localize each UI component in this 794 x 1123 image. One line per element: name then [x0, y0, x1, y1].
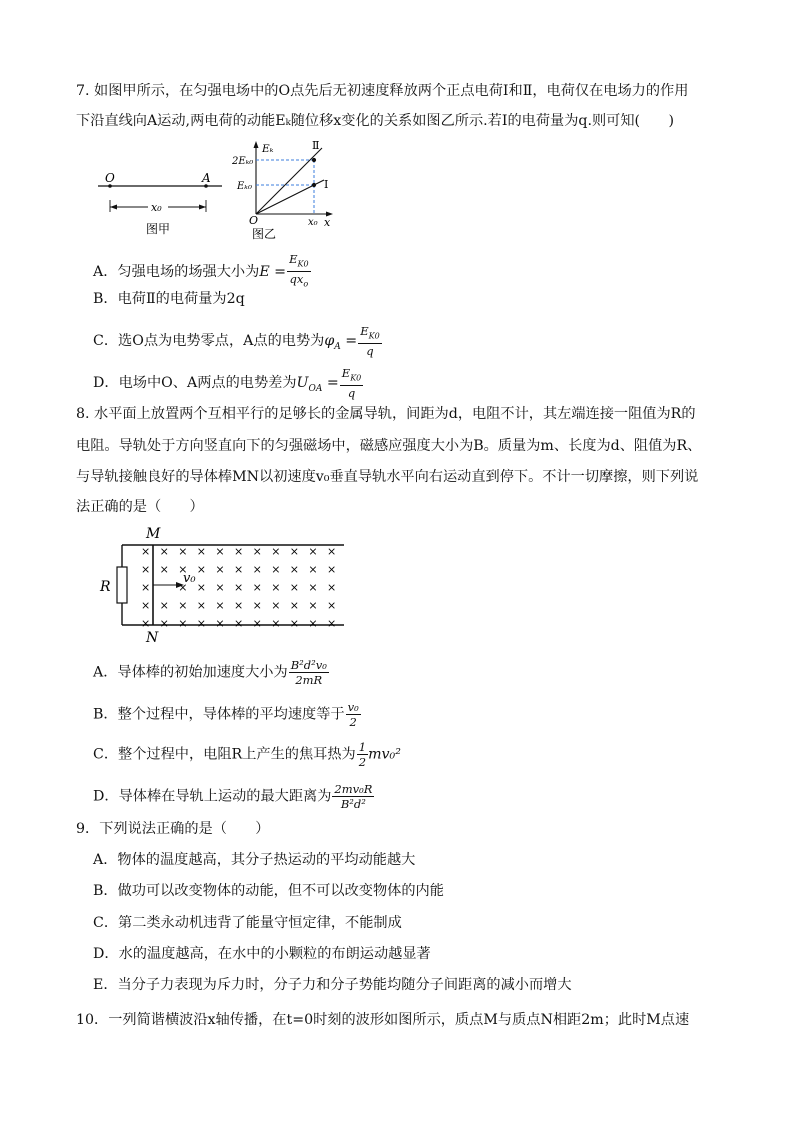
q8-option-a: A．导体棒的初始加速度大小为 $\frac{\text{B²d²v₀}}{2mR}$ — [93, 658, 327, 687]
field-mark: × — [271, 545, 281, 558]
field-mark: × — [252, 617, 262, 630]
field-mark: × — [178, 563, 188, 576]
field-mark: × — [271, 617, 281, 630]
field-mark: × — [327, 599, 337, 612]
q7-stem-line2: 下沿直线向A运动,两电荷的动能Eₖ随位移x变化的关系如图乙所示.若Ⅰ的电荷量为q.则可知( ) — [76, 113, 675, 129]
q7-jia-label-o: O — [105, 171, 115, 185]
q7-jia-caption: 图甲 — [146, 222, 171, 236]
field-mark: × — [178, 545, 188, 558]
field-mark: × — [159, 563, 169, 576]
field-mark: × — [308, 563, 318, 576]
field-mark: × — [234, 545, 244, 558]
field-mark: × — [234, 563, 244, 576]
field-mark: × — [159, 617, 169, 630]
magnetic-field-marks — [141, 545, 336, 630]
q9-option-d: D．水的温度越高，在水中的小颗粒的布朗运动越显著 — [93, 946, 431, 962]
q7-yi-tick-ek0: Eₖ₀ — [237, 181, 252, 192]
q8-option-d: D．导体棒在导轨上运动的最大距离为 $\frac{\text{2mv₀R}}{\text{B²d²}}$ — [93, 782, 373, 811]
q8-label-v0: v₀ — [183, 571, 196, 586]
field-mark: × — [252, 545, 262, 558]
field-mark: × — [215, 599, 225, 612]
q9-option-a: A．物体的温度越高，其分子热运动的平均动能越大 — [93, 852, 416, 868]
q9-stem: 9．下列说法正确的是（ ） — [76, 821, 270, 837]
field-mark: × — [252, 581, 262, 594]
field-mark: × — [196, 599, 207, 612]
field-mark: × — [308, 599, 318, 612]
field-mark: × — [215, 545, 225, 558]
q8-stem-line2: 电阻。导轨处于方向竖直向下的匀强磁场中，磁感应强度大小为B。质量为m、长度为d、阻值为R、 — [76, 438, 702, 454]
field-mark: × — [196, 545, 207, 558]
q7-yi-label-i: Ⅰ — [324, 178, 329, 191]
field-mark: × — [271, 563, 281, 576]
field-mark: × — [215, 581, 225, 594]
field-mark: × — [141, 563, 151, 576]
field-mark: × — [196, 617, 207, 630]
field-mark: × — [327, 563, 337, 576]
q10-stem-line1: 10．一列简谐横波沿x轴传播，在t=0时刻的波形如图所示，质点M与质点N相距2m；此时M点速 — [76, 1012, 690, 1028]
q8-option-c: C．整个过程中，电阻R上产生的焦耳热为 $\frac{1}{2}$ mv₀² — [93, 740, 401, 769]
q7-figure-jia — [94, 170, 234, 240]
field-mark: × — [308, 545, 318, 558]
q8-stem-line4: 法正确的是（ ） — [76, 499, 204, 515]
field-mark: × — [234, 581, 244, 594]
field-mark: × — [141, 545, 151, 558]
q7-yi-tick-2ek0: 2Eₖ₀ — [232, 156, 254, 167]
field-mark: × — [308, 617, 318, 630]
q8-option-b: B．整个过程中，导体棒的平均速度等于 $\frac{\text{v₀}}{2}$ — [93, 700, 359, 729]
q7-option-b: B．电荷Ⅱ的电荷量为2q — [93, 291, 245, 307]
q9-option-c: C．第二类永动机违背了能量守恒定律，不能制成 — [93, 915, 402, 931]
field-mark: × — [196, 563, 207, 576]
q8-label-n: N — [146, 630, 159, 646]
field-mark: × — [196, 581, 207, 594]
field-mark: × — [289, 599, 300, 612]
field-mark: × — [289, 581, 300, 594]
q7-yi-caption: 图乙 — [252, 227, 277, 240]
q7-stem-line1: 7. 如图甲所示，在匀强电场中的O点先后无初速度释放两个正点电荷Ⅰ和Ⅱ，电荷仅在电场力的作用 — [76, 83, 689, 99]
q9-option-e: E．当分子力表现为斥力时，分子力和分子势能均随分子间距离的减小而增大 — [93, 977, 572, 993]
q7-yi-axis-ek: Eₖ — [262, 143, 274, 155]
q7-yi-axis-x: x — [324, 216, 331, 229]
field-mark: × — [252, 563, 262, 576]
field-mark: × — [215, 563, 225, 576]
field-mark: × — [289, 545, 300, 558]
field-mark: × — [289, 617, 300, 630]
field-mark: × — [234, 617, 244, 630]
field-mark: × — [271, 581, 281, 594]
field-mark: × — [159, 599, 169, 612]
field-mark: × — [327, 581, 337, 594]
field-mark: × — [141, 581, 151, 594]
q8-stem-line1: 8. 水平面上放置两个互相平行的足够长的金属导轨，间距为d，电阻不计，其左端连接一阻值为R的 — [76, 406, 696, 422]
field-mark: × — [141, 599, 151, 612]
field-mark: × — [215, 617, 225, 630]
field-mark: × — [234, 599, 244, 612]
field-mark: × — [308, 581, 318, 594]
field-mark: × — [327, 617, 337, 630]
q7-jia-label-x0: x₀ — [151, 201, 162, 214]
field-mark: × — [252, 599, 262, 612]
q7-jia-label-a: A — [202, 171, 211, 185]
q8-figure — [96, 522, 356, 646]
q7-figure-yi — [232, 138, 342, 240]
field-mark: × — [271, 599, 281, 612]
q8-label-r: R — [100, 579, 111, 595]
q7-yi-tick-x0: x₀ — [308, 217, 318, 228]
q8-label-m: M — [146, 526, 161, 542]
field-mark: × — [159, 545, 169, 558]
field-mark: × — [178, 617, 188, 630]
q7-option-d: D．电场中O、A两点的电势差为$U_{OA}$ = $\frac{E_{K0}}{q}$ — [93, 366, 362, 401]
q7-option-c: C．选O点为电势零点，A点的电势为$\varphi_A$ = $\frac{E_{K0}}{q}$ — [93, 324, 380, 359]
field-mark: × — [178, 599, 188, 612]
q7-option-a: A．匀强电场的场强大小为E = $\frac{E_{K0}}{qx_o}$ — [93, 252, 309, 289]
q9-option-b: B．做功可以改变物体的动能，但不可以改变物体的内能 — [93, 883, 444, 899]
q8-stem-line3: 与导轨接触良好的导体棒MN以初速度v₀垂直导轨水平向右运动直到停下。不计一切摩擦，则下列说 — [76, 469, 699, 485]
field-mark: × — [327, 545, 337, 558]
field-mark: × — [289, 563, 300, 576]
q7-yi-origin: O — [249, 214, 259, 227]
field-mark: × — [141, 617, 151, 630]
field-mark: × — [178, 581, 188, 594]
q7-yi-label-ii: Ⅱ — [312, 139, 320, 152]
